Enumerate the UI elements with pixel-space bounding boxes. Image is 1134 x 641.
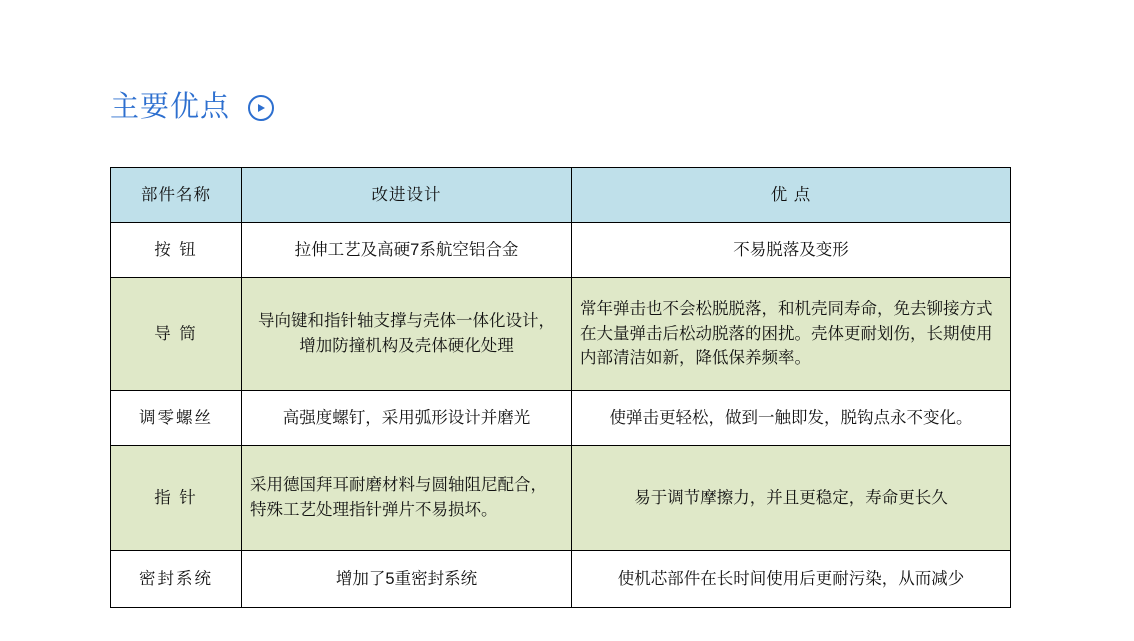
table-row — [111, 446, 1011, 551]
table-header-row — [111, 168, 1011, 223]
cell-part-name: 按 钮 — [111, 223, 242, 278]
cell-design: 采用德国拜耳耐磨材料与圆轴阻尼配合，特殊工艺处理指针弹片不易损坏。 — [242, 446, 572, 551]
page-title: 主要优点 — [110, 91, 231, 123]
cell-advantage: 使机芯部件在长时间使用后更耐污染，从而减少 — [572, 551, 1011, 608]
column-header-name: 部件名称 — [111, 168, 242, 223]
cell-design: 增加了5重密封系统 — [242, 551, 572, 608]
cell-part-name: 导 筒 — [111, 278, 242, 391]
cell-part-name: 调零螺丝 — [111, 391, 242, 446]
features-table — [110, 167, 1011, 608]
column-header-advantage: 优 点 — [572, 168, 1011, 223]
cell-design: 拉伸工艺及高硬7系航空铝合金 — [242, 223, 572, 278]
cell-advantage: 使弹击更轻松，做到一触即发，脱钩点永不变化。 — [572, 391, 1011, 446]
slide-title-row — [110, 93, 274, 122]
cell-part-name: 密封系统 — [111, 551, 242, 608]
cell-advantage: 易于调节摩擦力，并且更稳定，寿命更长久 — [572, 446, 1011, 551]
cell-part-name: 指 针 — [111, 446, 242, 551]
table-row — [111, 223, 1011, 278]
cell-design: 导向键和指针轴支撑与壳体一体化设计，增加防撞机构及壳体硬化处理 — [242, 278, 572, 391]
table-row — [111, 391, 1011, 446]
table-row — [111, 551, 1011, 608]
play-triangle-icon[interactable] — [248, 95, 274, 121]
cell-advantage: 不易脱落及变形 — [572, 223, 1011, 278]
cell-design: 高强度螺钉，采用弧形设计并磨光 — [242, 391, 572, 446]
cell-advantage: 常年弹击也不会松脱脱落，和机壳同寿命，免去铆接方式在大量弹击后松动脱落的困扰。壳体更耐划伤，长期使用内部清洁如新，降低保养频率。 — [572, 278, 1011, 391]
table-row — [111, 278, 1011, 391]
column-header-design: 改进设计 — [242, 168, 572, 223]
